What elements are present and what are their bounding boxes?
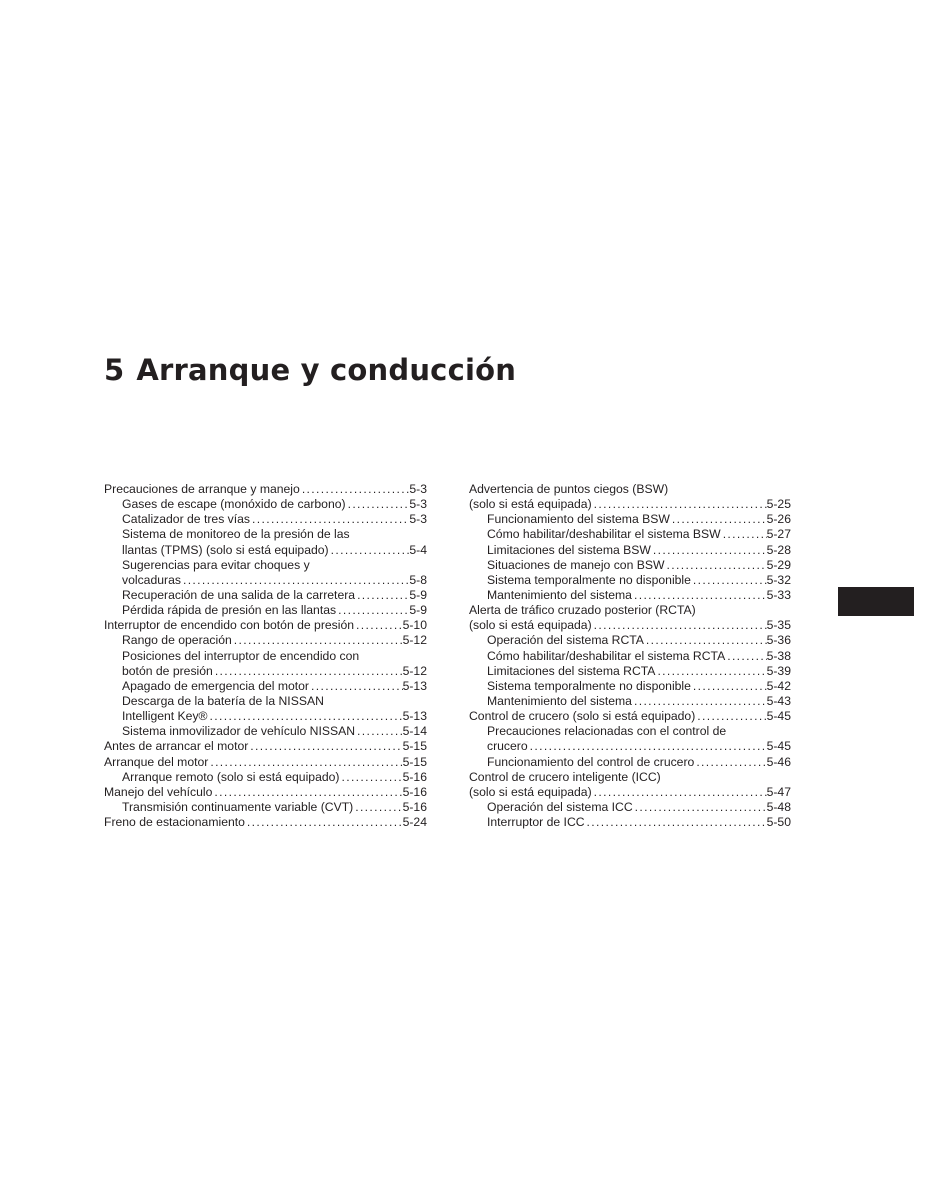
toc-dot-leader	[651, 543, 767, 558]
toc-entry-title: Mantenimiento del sistema	[487, 587, 632, 602]
toc-entry-page: 5-16	[402, 799, 427, 814]
chapter-title-text: Arranque y conducción	[136, 353, 517, 387]
toc-entry-title: Sistema de monitoreo de la presión de las	[122, 527, 350, 542]
toc-dot-leader	[585, 815, 767, 830]
toc-entry-page: 5-39	[766, 663, 791, 678]
toc-dot-leader	[694, 755, 766, 770]
toc-entry[interactable]	[469, 482, 791, 497]
toc-entry[interactable]	[469, 512, 791, 527]
toc-dot-leader	[528, 739, 767, 754]
toc-entry[interactable]	[104, 724, 427, 739]
toc-entry-page: 5-10	[402, 618, 427, 633]
toc-entry-page: 5-9	[409, 603, 427, 618]
toc-entry[interactable]	[104, 573, 427, 588]
toc-entry[interactable]	[469, 497, 791, 512]
toc-dot-leader	[592, 785, 767, 800]
toc-dot-leader	[655, 664, 766, 679]
toc-entry[interactable]	[104, 785, 427, 800]
toc-entry[interactable]	[469, 588, 791, 603]
toc-dot-leader	[213, 664, 403, 679]
toc-entry-page: 5-15	[402, 739, 427, 754]
chapter-title	[104, 350, 516, 390]
toc-entry[interactable]	[469, 543, 791, 558]
toc-entry-title: Situaciones de manejo con BSW	[487, 557, 665, 572]
toc-entry-page: 5-27	[766, 527, 791, 542]
toc-entry[interactable]	[104, 543, 427, 558]
toc-entry[interactable]	[469, 633, 791, 648]
toc-entry-page: 5-13	[402, 678, 427, 693]
toc-entry-page: 5-14	[402, 724, 427, 739]
toc-entry[interactable]	[469, 724, 791, 739]
toc-entry-title: Cómo habilitar/deshabilitar el sistema BSW	[487, 527, 721, 542]
toc-left-column	[104, 482, 427, 830]
toc-entry[interactable]	[469, 603, 791, 618]
toc-entry-title: Limitaciones del sistema RCTA	[487, 663, 656, 678]
toc-dot-leader	[691, 679, 767, 694]
toc-dot-leader	[721, 527, 767, 542]
toc-entry-title: Limitaciones del sistema BSW	[487, 542, 651, 557]
toc-entry-title: Catalizador de tres vías	[122, 512, 251, 527]
toc-entry[interactable]	[104, 694, 427, 709]
toc-entry-title: Descarga de la batería de la NISSAN	[122, 693, 324, 708]
toc-entry[interactable]	[104, 800, 427, 815]
toc-dot-leader	[632, 588, 767, 603]
toc-entry[interactable]	[469, 785, 791, 800]
toc-dot-leader	[725, 649, 766, 664]
toc-entry-page: 5-45	[766, 709, 791, 724]
toc-entry[interactable]	[104, 664, 427, 679]
toc-entry-page: 5-13	[402, 709, 427, 724]
toc-entry-page: 5-24	[402, 815, 427, 830]
toc-entry-page: 5-15	[402, 754, 427, 769]
toc-entry-page: 5-12	[402, 633, 427, 648]
toc-dot-leader	[300, 482, 410, 497]
toc-entry-page: 5-3	[409, 497, 427, 512]
toc-entry-page: 5-50	[766, 815, 791, 830]
toc-dot-leader	[336, 603, 409, 618]
toc-dot-leader	[354, 618, 403, 633]
toc-dot-leader	[245, 815, 403, 830]
toc-entry-title: Recuperación de una salida de la carretera	[122, 587, 356, 602]
toc-entry-title: Manejo del vehículo	[104, 784, 213, 799]
toc-entry-title: (solo si está equipada)	[469, 497, 592, 512]
toc-dot-leader	[250, 512, 409, 527]
toc-entry-title: Interruptor de ICC	[487, 815, 585, 830]
toc-entry-page: 5-16	[402, 769, 427, 784]
toc-dot-leader	[329, 543, 410, 558]
toc-entry-title: llantas (TPMS) (solo si está equipado)	[122, 542, 329, 557]
toc-entry[interactable]	[469, 679, 791, 694]
toc-entry-page: 5-45	[766, 739, 791, 754]
toc-entry[interactable]	[104, 527, 427, 542]
toc-entry[interactable]	[469, 618, 791, 633]
toc-dot-leader	[339, 770, 402, 785]
toc-entry-title: Transmisión continuamente variable (CVT)	[122, 799, 354, 814]
toc-entry-title: Interruptor de encendido con botón de presión	[104, 618, 355, 633]
toc-dot-leader	[670, 512, 767, 527]
toc-entry[interactable]	[104, 618, 427, 633]
toc-entry-title: Mantenimiento del sistema	[487, 693, 632, 708]
toc-entry-page: 5-3	[409, 482, 427, 496]
toc-entry-title: Precauciones relacionadas con el control de	[487, 724, 727, 739]
toc-dot-leader	[644, 633, 767, 648]
toc-entry-page: 5-25	[766, 497, 791, 512]
toc-dot-leader	[691, 573, 767, 588]
toc-entry[interactable]	[469, 573, 791, 588]
toc-dot-leader	[232, 633, 403, 648]
toc-entry-title: Cómo habilitar/deshabilitar el sistema RCTA	[487, 648, 726, 663]
toc-entry-page: 5-12	[402, 663, 427, 678]
toc-entry[interactable]	[104, 739, 427, 754]
toc-entry-title: Precauciones de arranque y manejo	[104, 482, 300, 496]
toc-entry-title: volcaduras	[122, 572, 181, 587]
toc-dot-leader	[346, 497, 410, 512]
toc-entry[interactable]	[469, 770, 791, 785]
toc-dot-leader	[208, 709, 403, 724]
toc-entry-title: Funcionamiento del sistema BSW	[487, 512, 670, 527]
toc-entry[interactable]	[469, 649, 791, 664]
toc-entry-title: crucero	[487, 739, 528, 754]
toc-entry-title: Sistema inmovilizador de vehículo NISSAN	[122, 724, 356, 739]
toc-entry-page: 5-16	[402, 784, 427, 799]
toc-entry-title: Rango de operación	[122, 633, 232, 648]
toc-entry[interactable]	[469, 527, 791, 542]
toc-entry[interactable]	[469, 558, 791, 573]
toc-entry[interactable]	[104, 709, 427, 724]
toc-entry-title: Gases de escape (monóxido de carbono)	[122, 497, 346, 512]
toc-entry[interactable]	[104, 815, 427, 830]
toc-entry-page: 5-38	[766, 648, 791, 663]
toc-entry-title: Freno de estacionamiento	[104, 815, 245, 830]
toc-entry[interactable]	[469, 694, 791, 709]
toc-dot-leader	[309, 679, 403, 694]
toc-entry-title: Arranque remoto (solo si está equipado)	[122, 769, 340, 784]
toc-dot-leader	[353, 800, 402, 815]
toc-entry-page: 5-48	[766, 799, 791, 814]
toc-entry-title: Alerta de tráfico cruzado posterior (RCTA)	[469, 603, 696, 618]
toc-entry[interactable]	[104, 497, 427, 512]
toc-entry-page: 5-47	[766, 784, 791, 799]
toc-right-column	[469, 482, 791, 830]
toc-entry-page: 5-29	[766, 557, 791, 572]
toc-entry-title: (solo si está equipada)	[469, 618, 592, 633]
toc-entry-page: 5-43	[766, 693, 791, 708]
toc-entry-page: 5-3	[409, 512, 427, 527]
toc-entry-page: 5-36	[766, 633, 791, 648]
toc-entry-title: Sistema temporalmente no disponible	[487, 572, 691, 587]
toc-dot-leader	[665, 558, 767, 573]
toc-entry-title: Operación del sistema ICC	[487, 799, 633, 814]
toc-entry[interactable]	[469, 755, 791, 770]
toc-entry-page: 5-46	[766, 754, 791, 769]
toc-entry-title: Intelligent Key®	[122, 709, 208, 724]
toc-entry-title: Posiciones del interruptor de encendido con	[122, 648, 360, 663]
toc-entry-page: 5-42	[766, 678, 791, 693]
toc-entry[interactable]	[469, 800, 791, 815]
toc-entry-page: 5-9	[409, 587, 427, 602]
toc-entry[interactable]	[469, 739, 791, 754]
toc-entry-title: Advertencia de puntos ciegos (BSW)	[469, 482, 669, 496]
toc-entry-page: 5-4	[409, 542, 427, 557]
toc-entry-title: Control de crucero inteligente (ICC)	[469, 769, 661, 784]
toc-entry-page: 5-28	[766, 542, 791, 557]
toc-entry[interactable]	[104, 603, 427, 618]
toc-entry-title: (solo si está equipada)	[469, 784, 592, 799]
chapter-number: 5	[104, 353, 125, 387]
toc-entry-title: Sugerencias para evitar choques y	[122, 557, 310, 572]
toc-dot-leader	[248, 739, 402, 754]
toc-entry-title: Antes de arrancar el motor	[104, 739, 249, 754]
toc-entry-page: 5-33	[766, 587, 791, 602]
toc-entry-title: Operación del sistema RCTA	[487, 633, 644, 648]
toc-entry-title: Funcionamiento del control de crucero	[487, 754, 695, 769]
toc-dot-leader	[695, 709, 766, 724]
toc-entry-title: Sistema temporalmente no disponible	[487, 678, 691, 693]
toc-entry-title: Pérdida rápida de presión en las llantas	[122, 603, 337, 618]
toc-entry[interactable]	[469, 664, 791, 679]
toc-entry-title: Control de crucero (solo si está equipado)	[469, 709, 696, 724]
toc-dot-leader	[592, 497, 767, 512]
toc-dot-leader	[355, 724, 403, 739]
toc-entry[interactable]	[104, 558, 427, 573]
chapter-tab-marker	[838, 587, 914, 616]
toc-entry[interactable]	[104, 512, 427, 527]
toc-entry-title: botón de presión	[122, 663, 213, 678]
toc-dot-leader	[181, 573, 409, 588]
toc-entry[interactable]	[104, 679, 427, 694]
toc-dot-leader	[592, 618, 767, 633]
toc-entry[interactable]	[469, 709, 791, 724]
toc-entry[interactable]	[104, 482, 427, 497]
toc-entry-title: Apagado de emergencia del motor	[122, 678, 309, 693]
toc-entry[interactable]	[104, 633, 427, 648]
toc-entry-page: 5-26	[766, 512, 791, 527]
toc-entry-page: 5-35	[766, 618, 791, 633]
toc-entry[interactable]	[469, 815, 791, 830]
toc-entry[interactable]	[104, 755, 427, 770]
toc-dot-leader	[208, 755, 402, 770]
toc-entry[interactable]	[104, 770, 427, 785]
toc-entry[interactable]	[104, 649, 427, 664]
toc-entry[interactable]	[104, 588, 427, 603]
toc-entry-page: 5-32	[766, 572, 791, 587]
toc-dot-leader	[355, 588, 409, 603]
toc-entry-title: Arranque del motor	[104, 754, 209, 769]
toc-dot-leader	[633, 800, 767, 815]
toc-entry-page: 5-8	[409, 572, 427, 587]
toc-dot-leader	[632, 694, 767, 709]
toc-dot-leader	[212, 785, 402, 800]
